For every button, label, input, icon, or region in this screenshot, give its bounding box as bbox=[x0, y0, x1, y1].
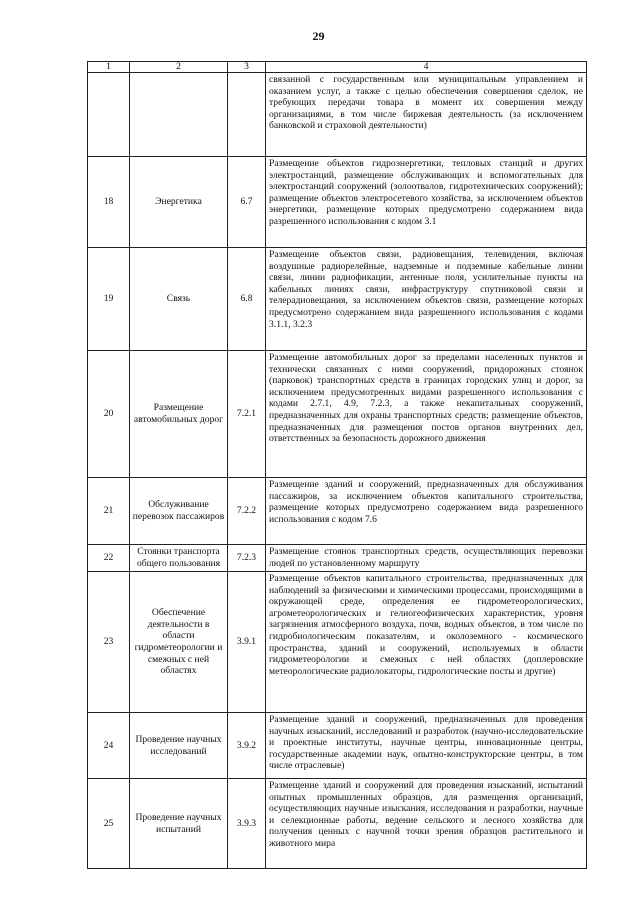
row-description: Размещение объектов капитального строительства, предназначенных для наблюдений за физическими и химическими процессами, происходящими в окружающей среде, определения ее гидрометеорологических, агрометеорологических и гелиогеофизических характеристик, уровня загрязнения атмосферного воздуха, почв, водных объектов, в том числе по гидробиологическим показателям, и околоземного - космического пространства, зданий и сооружений, используемых в области гидрометеорологии и смежных с ней областях (доплеровские метеорологические радиолокаторы, гидрологические посты и другие) bbox=[266, 572, 587, 713]
row-description: Размещение стоянок транспортных средств, осуществляющих перевозки людей по установленному маршруту bbox=[266, 545, 587, 572]
row-number: 19 bbox=[88, 248, 130, 351]
row-code: 6.8 bbox=[228, 248, 266, 351]
table-row bbox=[88, 572, 587, 713]
row-name: Стоянки транспорта общего пользования bbox=[130, 545, 228, 572]
row-name: Обеспечение деятельности в области гидрометеорологии и смежных с ней областях bbox=[130, 572, 228, 713]
row-code: 3.9.3 bbox=[228, 779, 266, 869]
land-use-table bbox=[87, 61, 587, 869]
row-name: Размещение автомобильных дорог bbox=[130, 351, 228, 478]
row-number: 21 bbox=[88, 478, 130, 545]
row-name: Проведение научных испытаний bbox=[130, 779, 228, 869]
row-description: связанной с государственным или муниципальным управлением и оказанием услуг, а также с целью обеспечения совершения сделок, не требующих передачи товара в момент их совершения между организациями, в том числе биржевая деятельность (за исключением банковской и страховой деятельности) bbox=[266, 73, 587, 157]
table-row bbox=[88, 545, 587, 572]
table-row bbox=[88, 779, 587, 869]
row-number: 20 bbox=[88, 351, 130, 478]
header-col-3: 3 bbox=[228, 62, 266, 73]
row-name: Проведение научных исследований bbox=[130, 713, 228, 779]
row-name: Связь bbox=[130, 248, 228, 351]
row-code: 7.2.2 bbox=[228, 478, 266, 545]
row-number bbox=[88, 73, 130, 157]
row-description: Размещение объектов гидроэнергетики, тепловых станций и других электростанций, размещение обслуживающих и вспомогательных для электростанций сооружений (золоотвалов, гидротехнических сооружений); размещение объектов электросетевого хозяйства, за исключением объектов энергетики, размещение которых предусмотрено содержанием вида разрешенного использования с кодом 3.1 bbox=[266, 157, 587, 248]
row-code: 3.9.1 bbox=[228, 572, 266, 713]
row-name bbox=[130, 73, 228, 157]
page-number: 29 bbox=[312, 29, 325, 43]
row-description: Размещение зданий и сооружений, предназначенных для обслуживания пассажиров, за исключением объектов капитального строительства, размещение которых предусмотрено содержанием вида разрешенного использования с кодом 7.6 bbox=[266, 478, 587, 545]
row-description: Размещение зданий и сооружений, предназначенных для проведения научных изысканий, исследований и разработок (научно-исследовательские и проектные институты, научные центры, инновационные центры, государственные академии наук, опытно-конструкторские центры, в том числе отраслевые) bbox=[266, 713, 587, 779]
table-row bbox=[88, 248, 587, 351]
row-name: Обслуживание перевозок пассажиров bbox=[130, 478, 228, 545]
row-number: 22 bbox=[88, 545, 130, 572]
table-header-row bbox=[88, 62, 587, 73]
row-number: 25 bbox=[88, 779, 130, 869]
row-code: 3.9.2 bbox=[228, 713, 266, 779]
row-number: 18 bbox=[88, 157, 130, 248]
header-col-4: 4 bbox=[266, 62, 587, 73]
row-description: Размещение объектов связи, радиовещания, телевидения, включая воздушные радиорелейные, надземные и подземные кабельные линии связи, линии радиофикации, антенные поля, усилительные пункты на кабельных линиях связи, инфраструктуру спутниковой связи и телерадиовещания, за исключением объектов связи, размещение которых предусмотрено содержанием вида разрешенного использования с кодами 3.1.1, 3.2.3 bbox=[266, 248, 587, 351]
table-row bbox=[88, 351, 587, 478]
table-row bbox=[88, 713, 587, 779]
row-code: 6.7 bbox=[228, 157, 266, 248]
header-col-2: 2 bbox=[130, 62, 228, 73]
row-description: Размещение зданий и сооружений для проведения изысканий, испытаний опытных промышленных образцов, для размещения организаций, осуществляющих научные изыскания, исследования и разработки, научные и селекционные работы, ведение сельского и лесного хозяйства для получения ценных с научной точки зрения образцов растительного и животного мира bbox=[266, 779, 587, 869]
header-col-1: 1 bbox=[88, 62, 130, 73]
row-code: 7.2.1 bbox=[228, 351, 266, 478]
row-code bbox=[228, 73, 266, 157]
row-name: Энергетика bbox=[130, 157, 228, 248]
table-row bbox=[88, 157, 587, 248]
row-number: 23 bbox=[88, 572, 130, 713]
table-row bbox=[88, 73, 587, 157]
table-row bbox=[88, 478, 587, 545]
row-description: Размещение автомобильных дорог за пределами населенных пунктов и технически связанных с ними сооружений, придорожных стоянок (парковок) транспортных средств в границах городских улиц и дорог, за исключением предусмотренных видами разрешенного использования с кодами 2.7.1, 4.9, 7.2.3, а также некапитальных сооружений, предназначенных для охраны транспортных средств; размещение объектов, предназначенных для размещения постов органов внутренних дел, ответственных за безопасность дорожного движения bbox=[266, 351, 587, 478]
row-number: 24 bbox=[88, 713, 130, 779]
row-code: 7.2.3 bbox=[228, 545, 266, 572]
